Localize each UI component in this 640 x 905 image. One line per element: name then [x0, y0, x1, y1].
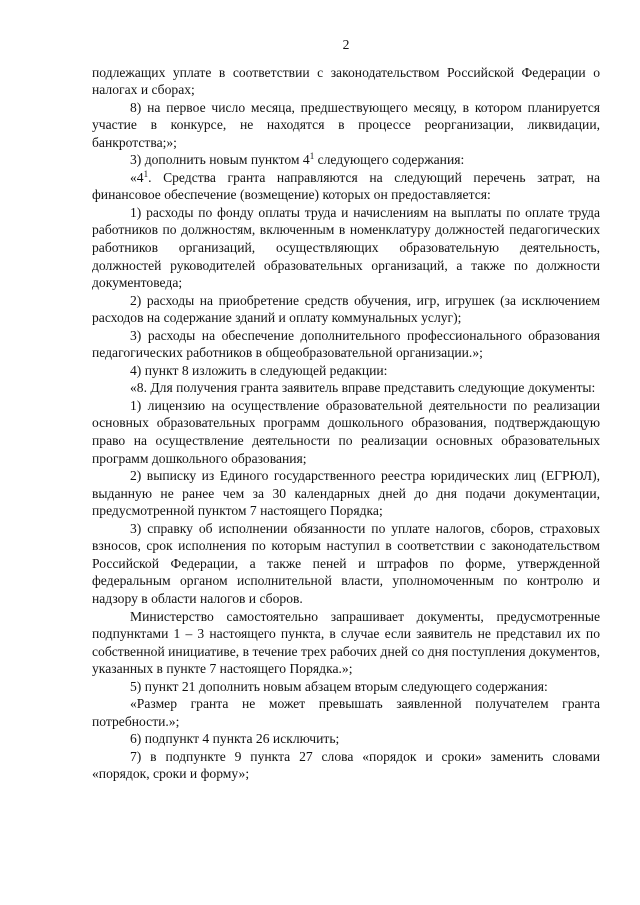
paragraph-expense-learning-tools: 2) расходы на приобретение средств обучения, игр, игрушек (за исключением расходов на содержание зданий и оплату коммунальных услуг);: [92, 292, 600, 326]
paragraph-expense-payroll: 1) расходы по фонду оплаты труда и начислениям на выплаты по оплате труда работников по должностям, включенным в номенклатуру должностей педагогических работников организаций, осуществляющих образовательную деятельность, должностей руководителей образовательных организаций, а также по должности документоведа;: [92, 204, 600, 291]
paragraph-point-8-amend: 4) пункт 8 изложить в следующей редакции:: [130, 362, 388, 378]
paragraph-tax-obligations: подлежащих уплате в соответствии с законодательством Российской Федерации о налогах и сборах;: [92, 64, 600, 98]
paragraph-text: следующего содержания:: [314, 152, 465, 168]
paragraph-text: . Средства гранта направляются на следующий перечень затрат, на финансовое обеспечение (возмещение) которых он предоставляется:: [92, 169, 600, 203]
paragraph-text: 3) дополнить новым пунктом 4: [130, 152, 310, 168]
paragraph-point-27-replace: 7) в подпункте 9 пункта 27 слова «порядок и сроки» заменить словами «порядок, сроки и форму»;: [92, 748, 600, 782]
paragraph-text: «4: [130, 169, 144, 185]
paragraph-point-4-1-text: [92, 169, 600, 204]
paragraph-item-8-reorganization: 8) на первое число месяца, предшествующего месяцу, в котором планируется участие в конкурсе, не находятся в процессе реорганизации, ликвидации, банкротства;»;: [92, 99, 600, 150]
paragraph-grant-size-limit: «Размер гранта не может превышать заявленной получателем гранта потребности.»;: [92, 696, 600, 729]
paragraph-doc-tax-certificate: 3) справку об исполнении обязанности по уплате налогов, сборов, страховых взносов, срок исполнения по которым наступил в соответствии с законодательством Российской Федерации, а также пеней и штрафов по форме, утвержденной федеральным органом исполнительной власти, уполномоченным по контролю и надзору в области налогов и сборов.: [92, 520, 600, 606]
paragraph-point-8-text: «8. Для получения гранта заявитель вправе представить следующие документы:: [130, 380, 596, 396]
paragraph-point-21-amend: 5) пункт 21 дополнить новым абзацем вторым следующего содержания:: [130, 678, 548, 694]
superscript: 1: [309, 151, 315, 162]
paragraph-expense-training: 3) расходы на обеспечение дополнительного профессионального образования педагогических работников в общеобразовательной организации.»;: [92, 327, 600, 361]
paragraph-doc-egrul: 2) выписку из Единого государственного реестра юридических лиц (ЕГРЮЛ), выданную не ранее чем за 30 календарных дней до дня подачи документации, предусмотренной пунктом 7 настоящего Порядка;: [92, 468, 600, 519]
paragraph-doc-license: 1) лицензию на осуществление образовательной деятельности по реализации основных образовательных программ дошкольного образования, подтверждающую право на осуществление деятельности по реализации основных образовательных программ дошкольного образования;: [92, 397, 600, 466]
paragraph-add-point-4-1: [92, 151, 600, 169]
document-page: [92, 36, 600, 783]
superscript: 1: [143, 168, 149, 179]
page-number: 2: [342, 37, 350, 52]
paragraph-ministry-requests: Министерство самостоятельно запрашивает документы, предусмотренные подпунктами 1 – 3 настоящего пункта, в случае если заявитель не представил их по собственной инициативе, в течение трех рабочих дней со дня поступления документов, указанных в пункте 7 настоящего Порядка.»;: [92, 608, 600, 677]
paragraph-point-26-exclude: 6) подпункт 4 пункта 26 исключить;: [130, 731, 340, 747]
